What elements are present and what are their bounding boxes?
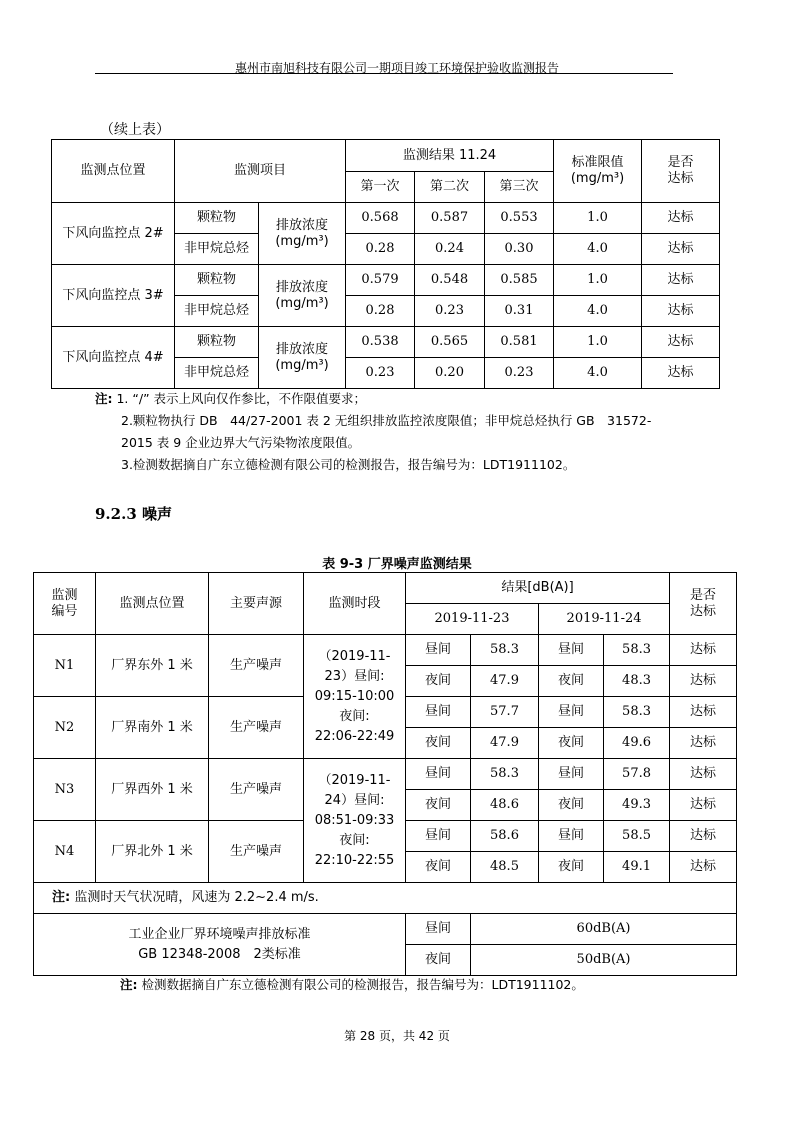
item-cell: 非甲烷总烃 bbox=[175, 358, 259, 389]
value-cell: 58.6 bbox=[471, 821, 539, 852]
value-cell: 47.9 bbox=[471, 666, 539, 697]
page-number: 第 28 页，共 42 页 bbox=[344, 1029, 450, 1043]
value-cell: 0.28 bbox=[346, 296, 415, 327]
value-cell: 49.3 bbox=[604, 790, 670, 821]
day-label: 昼间 bbox=[539, 759, 604, 790]
conc-cell: 排放浓度 (mg/m³) bbox=[259, 265, 346, 327]
value-cell: 58.3 bbox=[604, 697, 670, 728]
value-cell: 0.565 bbox=[415, 327, 485, 358]
value-cell: 57.8 bbox=[604, 759, 670, 790]
header-pass: 是否 达标 bbox=[642, 140, 720, 203]
pass-cell: 达标 bbox=[670, 790, 737, 821]
value-cell: 49.1 bbox=[604, 852, 670, 883]
day-label: 昼间 bbox=[406, 635, 471, 666]
period-cell-2: （2019-11- 24）昼间: 08:51-09:33 夜间: 22:10-22:55 bbox=[304, 759, 406, 883]
header-period: 监测时段 bbox=[304, 573, 406, 635]
header-code: 监测 编号 bbox=[34, 573, 96, 635]
night-label: 夜间 bbox=[406, 852, 471, 883]
code-cell: N4 bbox=[34, 821, 96, 883]
continued-label: （续上表） bbox=[100, 122, 170, 138]
value-cell: 0.28 bbox=[346, 234, 415, 265]
value-cell: 0.23 bbox=[346, 358, 415, 389]
pass-cell: 达标 bbox=[670, 697, 737, 728]
standard-night-label: 夜间 bbox=[406, 945, 471, 976]
location-cell: 下风向监控点 3# bbox=[52, 265, 175, 327]
value-cell: 0.23 bbox=[415, 296, 485, 327]
location-cell: 厂界西外 1 米 bbox=[96, 759, 209, 821]
table-row bbox=[34, 635, 737, 666]
value-cell: 49.6 bbox=[604, 728, 670, 759]
note-1: 1. “/” 表示上风向仅作参比，不作限值要求； bbox=[116, 391, 367, 406]
pass-cell: 达标 bbox=[670, 852, 737, 883]
source-cell: 生产噪声 bbox=[209, 697, 304, 759]
day-label: 昼间 bbox=[539, 821, 604, 852]
note-2b: 2015 表 9 企业边界大气污染物浓度限值。 bbox=[121, 435, 361, 450]
code-cell: N2 bbox=[34, 697, 96, 759]
source-cell: 生产噪声 bbox=[209, 635, 304, 697]
value-cell: 0.587 bbox=[415, 203, 485, 234]
header-date-1: 2019-11-23 bbox=[406, 604, 539, 635]
day-label: 昼间 bbox=[406, 697, 471, 728]
header-rule bbox=[95, 73, 673, 74]
value-cell: 0.30 bbox=[485, 234, 554, 265]
item-cell: 颗粒物 bbox=[175, 203, 259, 234]
value-cell: 57.7 bbox=[471, 697, 539, 728]
table-row bbox=[52, 327, 720, 358]
day-label: 昼间 bbox=[406, 759, 471, 790]
value-cell: 0.24 bbox=[415, 234, 485, 265]
header-date-2: 2019-11-24 bbox=[539, 604, 670, 635]
night-label: 夜间 bbox=[539, 790, 604, 821]
note-label: 注: bbox=[95, 391, 113, 406]
value-cell: 0.568 bbox=[346, 203, 415, 234]
limit-cell: 4.0 bbox=[554, 234, 642, 265]
value-cell: 58.5 bbox=[604, 821, 670, 852]
conc-cell: 排放浓度 (mg/m³) bbox=[259, 327, 346, 389]
value-cell: 0.548 bbox=[415, 265, 485, 296]
location-cell: 厂界北外 1 米 bbox=[96, 821, 209, 883]
day-label: 昼间 bbox=[539, 635, 604, 666]
item-cell: 非甲烷总烃 bbox=[175, 234, 259, 265]
value-cell: 0.585 bbox=[485, 265, 554, 296]
night-label: 夜间 bbox=[539, 666, 604, 697]
section-heading: 9.2.3 噪声 bbox=[95, 505, 172, 523]
table1-notes bbox=[95, 388, 651, 476]
pass-cell: 达标 bbox=[670, 666, 737, 697]
table-caption: 表 9-3 厂界噪声监测结果 bbox=[322, 557, 472, 572]
night-label: 夜间 bbox=[406, 666, 471, 697]
header-third: 第三次 bbox=[485, 172, 554, 203]
standard-day-label: 昼间 bbox=[406, 914, 471, 945]
item-cell: 颗粒物 bbox=[175, 327, 259, 358]
limit-cell: 4.0 bbox=[554, 296, 642, 327]
table-row bbox=[34, 759, 737, 790]
pass-cell: 达标 bbox=[642, 265, 720, 296]
code-cell: N1 bbox=[34, 635, 96, 697]
pass-cell: 达标 bbox=[642, 327, 720, 358]
value-cell: 0.20 bbox=[415, 358, 485, 389]
header-result: 结果[dB(A)] bbox=[406, 573, 670, 604]
header-results: 监测结果 11.24 bbox=[346, 140, 554, 172]
header-limit: 标准限值 (mg/m³) bbox=[554, 140, 642, 203]
weather-note: 注: 监测时天气状况晴，风速为 2.2~2.4 m/s. bbox=[34, 883, 737, 914]
day-label: 昼间 bbox=[539, 697, 604, 728]
pass-cell: 达标 bbox=[642, 296, 720, 327]
header-pass: 是否 达标 bbox=[670, 573, 737, 635]
item-cell: 非甲烷总烃 bbox=[175, 296, 259, 327]
pass-cell: 达标 bbox=[670, 635, 737, 666]
pass-cell: 达标 bbox=[642, 203, 720, 234]
day-label: 昼间 bbox=[406, 821, 471, 852]
note-2a: 2.颗粒物执行 DB 44/27-2001 表 2 无组织排放监控浓度限值；非甲烷总烃执行 GB 31572- bbox=[121, 413, 652, 428]
value-cell: 0.538 bbox=[346, 327, 415, 358]
value-cell: 58.3 bbox=[471, 635, 539, 666]
header-second: 第二次 bbox=[415, 172, 485, 203]
night-label: 夜间 bbox=[539, 728, 604, 759]
air-monitoring-table bbox=[51, 139, 720, 389]
pass-cell: 达标 bbox=[670, 728, 737, 759]
header-location: 监测点位置 bbox=[96, 573, 209, 635]
conc-cell: 排放浓度 (mg/m³) bbox=[259, 203, 346, 265]
night-label: 夜间 bbox=[539, 852, 604, 883]
night-label: 夜间 bbox=[406, 790, 471, 821]
value-cell: 0.579 bbox=[346, 265, 415, 296]
page-header: 惠州市南旭科技有限公司一期项目竣工环境保护验收监测报告 bbox=[234, 61, 559, 75]
noise-monitoring-table bbox=[33, 572, 737, 976]
source-cell: 生产噪声 bbox=[209, 759, 304, 821]
pass-cell: 达标 bbox=[642, 358, 720, 389]
pass-cell: 达标 bbox=[670, 759, 737, 790]
location-cell: 下风向监控点 4# bbox=[52, 327, 175, 389]
limit-cell: 1.0 bbox=[554, 265, 642, 296]
value-cell: 0.23 bbox=[485, 358, 554, 389]
night-label: 夜间 bbox=[406, 728, 471, 759]
period-cell-1: （2019-11- 23）昼间: 09:15-10:00 夜间: 22:06-22:49 bbox=[304, 635, 406, 759]
location-cell: 厂界东外 1 米 bbox=[96, 635, 209, 697]
header-location: 监测点位置 bbox=[52, 140, 175, 203]
standard-night-value: 50dB(A) bbox=[471, 945, 737, 976]
note-3: 3.检测数据摘自广东立德检测有限公司的检测报告，报告编号为：LDT1911102。 bbox=[121, 457, 576, 472]
standard-cell: 工业企业厂界环境噪声排放标准 GB 12348-2008 2类标准 bbox=[34, 914, 406, 976]
note-text: 检测数据摘自广东立德检测有限公司的检测报告，报告编号为：LDT1911102。 bbox=[141, 977, 584, 992]
limit-cell: 4.0 bbox=[554, 358, 642, 389]
header-source: 主要声源 bbox=[209, 573, 304, 635]
header-first: 第一次 bbox=[346, 172, 415, 203]
table-row bbox=[52, 203, 720, 234]
item-cell: 颗粒物 bbox=[175, 265, 259, 296]
pass-cell: 达标 bbox=[670, 821, 737, 852]
value-cell: 48.3 bbox=[604, 666, 670, 697]
value-cell: 58.3 bbox=[471, 759, 539, 790]
value-cell: 47.9 bbox=[471, 728, 539, 759]
standard-day-value: 60dB(A) bbox=[471, 914, 737, 945]
value-cell: 48.6 bbox=[471, 790, 539, 821]
value-cell: 0.553 bbox=[485, 203, 554, 234]
location-cell: 下风向监控点 2# bbox=[52, 203, 175, 265]
value-cell: 48.5 bbox=[471, 852, 539, 883]
table-row bbox=[52, 265, 720, 296]
limit-cell: 1.0 bbox=[554, 203, 642, 234]
pass-cell: 达标 bbox=[642, 234, 720, 265]
value-cell: 58.3 bbox=[604, 635, 670, 666]
code-cell: N3 bbox=[34, 759, 96, 821]
header-item: 监测项目 bbox=[175, 140, 346, 203]
value-cell: 0.581 bbox=[485, 327, 554, 358]
limit-cell: 1.0 bbox=[554, 327, 642, 358]
table2-note bbox=[120, 974, 584, 996]
location-cell: 厂界南外 1 米 bbox=[96, 697, 209, 759]
note-label: 注: bbox=[120, 977, 138, 992]
source-cell: 生产噪声 bbox=[209, 821, 304, 883]
value-cell: 0.31 bbox=[485, 296, 554, 327]
